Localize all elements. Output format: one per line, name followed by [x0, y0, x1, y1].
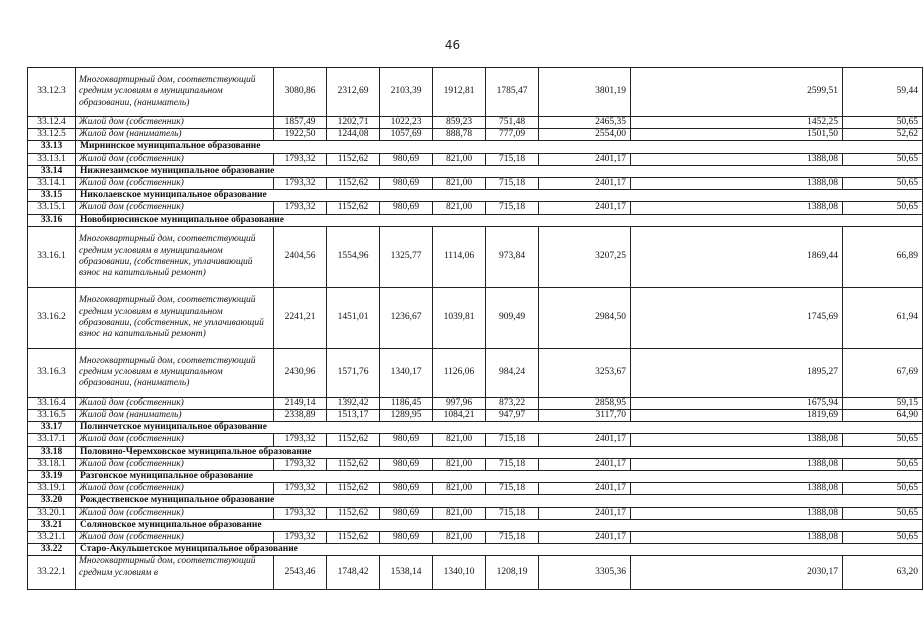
- value-cell: 50,65: [843, 178, 923, 190]
- value-cell: 61,94: [843, 287, 923, 348]
- value-cell: 1793,32: [274, 434, 327, 446]
- row-code: 33.18.1: [28, 458, 76, 470]
- value-cell: 821,00: [433, 178, 486, 190]
- value-cell: 980,69: [380, 153, 433, 165]
- section-row: [28, 165, 923, 177]
- value-cell: 715,18: [486, 483, 539, 495]
- value-cell: 1186,45: [380, 397, 433, 409]
- table-row: [28, 532, 923, 544]
- value-cell: 1244,08: [327, 129, 380, 141]
- value-cell: 2543,46: [274, 556, 327, 590]
- section-title: Новобирюсинское муниципальное образование: [76, 214, 923, 226]
- section-title: Полинчетское муниципальное образование: [76, 422, 923, 434]
- value-cell: 2430,96: [274, 348, 327, 397]
- value-cell: 821,00: [433, 507, 486, 519]
- value-cell: 1084,21: [433, 410, 486, 422]
- value-cell: 3117,70: [539, 410, 631, 422]
- table-row: [28, 434, 923, 446]
- value-cell: 1208,19: [486, 556, 539, 590]
- value-cell: 50,65: [843, 153, 923, 165]
- section-row: [28, 422, 923, 434]
- row-description: Жилой дом (собственник): [76, 483, 274, 495]
- table-row: [28, 348, 923, 397]
- value-cell: 821,00: [433, 434, 486, 446]
- section-row: [28, 190, 923, 202]
- row-code: 33.21.1: [28, 532, 76, 544]
- value-cell: 1057,69: [380, 129, 433, 141]
- value-cell: 715,18: [486, 153, 539, 165]
- value-cell: 1571,76: [327, 348, 380, 397]
- value-cell: 1388,08: [631, 458, 843, 470]
- value-cell: 1289,95: [380, 410, 433, 422]
- table-row: [28, 129, 923, 141]
- row-code: 33.16.5: [28, 410, 76, 422]
- value-cell: 1388,08: [631, 202, 843, 214]
- value-cell: 980,69: [380, 202, 433, 214]
- value-cell: 67,69: [843, 348, 923, 397]
- value-cell: 1501,50: [631, 129, 843, 141]
- value-cell: 909,49: [486, 287, 539, 348]
- section-code: 33.17: [28, 422, 76, 434]
- value-cell: 980,69: [380, 532, 433, 544]
- value-cell: 1152,62: [327, 483, 380, 495]
- value-cell: 2401,17: [539, 507, 631, 519]
- value-cell: 1388,08: [631, 507, 843, 519]
- value-cell: 1152,62: [327, 153, 380, 165]
- value-cell: 50,65: [843, 458, 923, 470]
- value-cell: 1912,81: [433, 68, 486, 117]
- section-code: 33.13: [28, 141, 76, 153]
- value-cell: 821,00: [433, 483, 486, 495]
- value-cell: 1675,94: [631, 397, 843, 409]
- section-code: 33.21: [28, 519, 76, 531]
- row-code: 33.20.1: [28, 507, 76, 519]
- value-cell: 947,97: [486, 410, 539, 422]
- section-title: Половино-Черемховское муниципальное образование: [76, 446, 923, 458]
- section-row: [28, 544, 923, 556]
- value-cell: 2241,21: [274, 287, 327, 348]
- value-cell: 1388,08: [631, 483, 843, 495]
- value-cell: 1857,49: [274, 117, 327, 129]
- table-row: [28, 458, 923, 470]
- value-cell: 980,69: [380, 483, 433, 495]
- value-cell: 2149,14: [274, 397, 327, 409]
- value-cell: 2103,39: [380, 68, 433, 117]
- value-cell: 1922,50: [274, 129, 327, 141]
- row-description: Жилой дом (собственник): [76, 202, 274, 214]
- value-cell: 1152,62: [327, 202, 380, 214]
- value-cell: 1538,14: [380, 556, 433, 590]
- value-cell: 1152,62: [327, 532, 380, 544]
- value-cell: 2401,17: [539, 434, 631, 446]
- value-cell: 1039,81: [433, 287, 486, 348]
- value-cell: 2401,17: [539, 178, 631, 190]
- value-cell: 2401,17: [539, 153, 631, 165]
- section-row: [28, 471, 923, 483]
- section-code: 33.15: [28, 190, 76, 202]
- value-cell: 1451,01: [327, 287, 380, 348]
- row-description: Многоквартирный дом, соответствующий средним условиям в муниципальном образовании, (собственник, не уплачивающий взнос на капитальный ремонт): [76, 287, 274, 348]
- section-title: Соляновское муниципальное образование: [76, 519, 923, 531]
- section-row: [28, 495, 923, 507]
- value-cell: 980,69: [380, 178, 433, 190]
- value-cell: 1785,47: [486, 68, 539, 117]
- section-title: Рождественское муниципальное образование: [76, 495, 923, 507]
- value-cell: 1793,32: [274, 458, 327, 470]
- section-row: [28, 141, 923, 153]
- value-cell: 980,69: [380, 458, 433, 470]
- row-description: Жилой дом (собственник): [76, 397, 274, 409]
- value-cell: 1793,32: [274, 202, 327, 214]
- value-cell: 821,00: [433, 153, 486, 165]
- value-cell: 873,22: [486, 397, 539, 409]
- value-cell: 1793,32: [274, 507, 327, 519]
- table-row: [28, 117, 923, 129]
- table-row: [28, 556, 923, 590]
- value-cell: 59,44: [843, 68, 923, 117]
- row-code: 33.15.1: [28, 202, 76, 214]
- row-description: Жилой дом (собственник): [76, 178, 274, 190]
- value-cell: 1325,77: [380, 226, 433, 287]
- value-cell: 59,15: [843, 397, 923, 409]
- value-cell: 2030,17: [631, 556, 843, 590]
- value-cell: 821,00: [433, 202, 486, 214]
- value-cell: 2338,89: [274, 410, 327, 422]
- value-cell: 821,00: [433, 532, 486, 544]
- value-cell: 1745,69: [631, 287, 843, 348]
- value-cell: 50,65: [843, 202, 923, 214]
- table-row: [28, 483, 923, 495]
- value-cell: 1869,44: [631, 226, 843, 287]
- section-title: Мирнинское муниципальное образование: [76, 141, 923, 153]
- value-cell: 888,78: [433, 129, 486, 141]
- value-cell: 1793,32: [274, 483, 327, 495]
- section-code: 33.16: [28, 214, 76, 226]
- section-code: 33.18: [28, 446, 76, 458]
- row-description: Жилой дом (наниматель): [76, 129, 274, 141]
- value-cell: 715,18: [486, 202, 539, 214]
- value-cell: 1236,67: [380, 287, 433, 348]
- value-cell: 2401,17: [539, 458, 631, 470]
- value-cell: 2554,00: [539, 129, 631, 141]
- row-code: 33.19.1: [28, 483, 76, 495]
- value-cell: 50,65: [843, 532, 923, 544]
- value-cell: 1388,08: [631, 178, 843, 190]
- value-cell: 1152,62: [327, 434, 380, 446]
- section-title: Николаевское муниципальное образование: [76, 190, 923, 202]
- value-cell: 2465,35: [539, 117, 631, 129]
- table-row: [28, 68, 923, 117]
- value-cell: 777,09: [486, 129, 539, 141]
- value-cell: 1152,62: [327, 178, 380, 190]
- tariff-table: [27, 67, 923, 590]
- value-cell: 1793,32: [274, 153, 327, 165]
- value-cell: 1819,69: [631, 410, 843, 422]
- row-description: Многоквартирный дом, соответствующий средним условиям в муниципальном образовании, (собственник, уплачивающий взнос на капитальный ремонт): [76, 226, 274, 287]
- value-cell: 1152,62: [327, 458, 380, 470]
- table-row: [28, 226, 923, 287]
- row-description: Жилой дом (собственник): [76, 458, 274, 470]
- value-cell: 1388,08: [631, 434, 843, 446]
- value-cell: 1388,08: [631, 153, 843, 165]
- value-cell: 2312,69: [327, 68, 380, 117]
- value-cell: 1114,06: [433, 226, 486, 287]
- table-row: [28, 153, 923, 165]
- value-cell: 821,00: [433, 458, 486, 470]
- value-cell: 64,90: [843, 410, 923, 422]
- value-cell: 2401,17: [539, 202, 631, 214]
- value-cell: 1452,25: [631, 117, 843, 129]
- value-cell: 715,18: [486, 178, 539, 190]
- table-row: [28, 202, 923, 214]
- value-cell: 1793,32: [274, 532, 327, 544]
- value-cell: 50,65: [843, 117, 923, 129]
- row-description: Жилой дом (собственник): [76, 434, 274, 446]
- value-cell: 3080,86: [274, 68, 327, 117]
- row-code: 33.13.1: [28, 153, 76, 165]
- value-cell: 1022,23: [380, 117, 433, 129]
- value-cell: 3207,25: [539, 226, 631, 287]
- row-code: 33.16.2: [28, 287, 76, 348]
- value-cell: 2401,17: [539, 532, 631, 544]
- value-cell: 715,18: [486, 458, 539, 470]
- value-cell: 984,24: [486, 348, 539, 397]
- value-cell: 1340,10: [433, 556, 486, 590]
- row-code: 33.16.3: [28, 348, 76, 397]
- value-cell: 997,96: [433, 397, 486, 409]
- table-row: [28, 178, 923, 190]
- table-row: [28, 397, 923, 409]
- section-title: Разгонское муниципальное образование: [76, 471, 923, 483]
- value-cell: 859,23: [433, 117, 486, 129]
- row-code: 33.22.1: [28, 556, 76, 590]
- row-description: Жилой дом (собственник): [76, 153, 274, 165]
- value-cell: 3305,36: [539, 556, 631, 590]
- row-code: 33.16.1: [28, 226, 76, 287]
- row-description: Жилой дом (собственник): [76, 507, 274, 519]
- value-cell: 715,18: [486, 507, 539, 519]
- value-cell: 1748,42: [327, 556, 380, 590]
- value-cell: 1152,62: [327, 507, 380, 519]
- section-row: [28, 446, 923, 458]
- section-title: Нижнезаимское муниципальное образование: [76, 165, 923, 177]
- row-code: 33.12.5: [28, 129, 76, 141]
- row-description: Жилой дом (собственник): [76, 532, 274, 544]
- page-number: 46: [444, 38, 461, 52]
- value-cell: 50,65: [843, 507, 923, 519]
- value-cell: 751,48: [486, 117, 539, 129]
- row-description: Многоквартирный дом, соответствующий средним условиям в муниципальном образовании, (наниматель): [76, 348, 274, 397]
- value-cell: 1126,06: [433, 348, 486, 397]
- table-body: [28, 68, 923, 590]
- value-cell: 2984,50: [539, 287, 631, 348]
- value-cell: 1392,42: [327, 397, 380, 409]
- row-description: Многоквартирный дом, соответствующий средним условиям в: [76, 556, 274, 590]
- value-cell: 980,69: [380, 434, 433, 446]
- section-code: 33.22: [28, 544, 76, 556]
- value-cell: 1202,71: [327, 117, 380, 129]
- value-cell: 1340,17: [380, 348, 433, 397]
- row-code: 33.17.1: [28, 434, 76, 446]
- row-description: Жилой дом (наниматель): [76, 410, 274, 422]
- value-cell: 63,20: [843, 556, 923, 590]
- row-description: Жилой дом (собственник): [76, 117, 274, 129]
- value-cell: 2401,17: [539, 483, 631, 495]
- section-title: Старо-Акульшетское муниципальное образование: [76, 544, 923, 556]
- value-cell: 973,84: [486, 226, 539, 287]
- value-cell: 1513,17: [327, 410, 380, 422]
- value-cell: 980,69: [380, 507, 433, 519]
- table-row: [28, 410, 923, 422]
- value-cell: 715,18: [486, 532, 539, 544]
- table-row: [28, 507, 923, 519]
- section-row: [28, 519, 923, 531]
- value-cell: 715,18: [486, 434, 539, 446]
- row-code: 33.12.4: [28, 117, 76, 129]
- table-row: [28, 287, 923, 348]
- section-code: 33.14: [28, 165, 76, 177]
- section-code: 33.19: [28, 471, 76, 483]
- row-description: Многоквартирный дом, соответствующий средним условиям в муниципальном образовании, (наниматель): [76, 68, 274, 117]
- value-cell: 3253,67: [539, 348, 631, 397]
- value-cell: 1554,96: [327, 226, 380, 287]
- value-cell: 66,89: [843, 226, 923, 287]
- value-cell: 2404,56: [274, 226, 327, 287]
- value-cell: 1895,27: [631, 348, 843, 397]
- value-cell: 52,62: [843, 129, 923, 141]
- value-cell: 50,65: [843, 434, 923, 446]
- value-cell: 3801,19: [539, 68, 631, 117]
- row-code: 33.14.1: [28, 178, 76, 190]
- row-code: 33.12.3: [28, 68, 76, 117]
- value-cell: 2858,95: [539, 397, 631, 409]
- row-code: 33.16.4: [28, 397, 76, 409]
- value-cell: 2599,51: [631, 68, 843, 117]
- section-row: [28, 214, 923, 226]
- value-cell: 1793,32: [274, 178, 327, 190]
- section-code: 33.20: [28, 495, 76, 507]
- value-cell: 1388,08: [631, 532, 843, 544]
- value-cell: 50,65: [843, 483, 923, 495]
